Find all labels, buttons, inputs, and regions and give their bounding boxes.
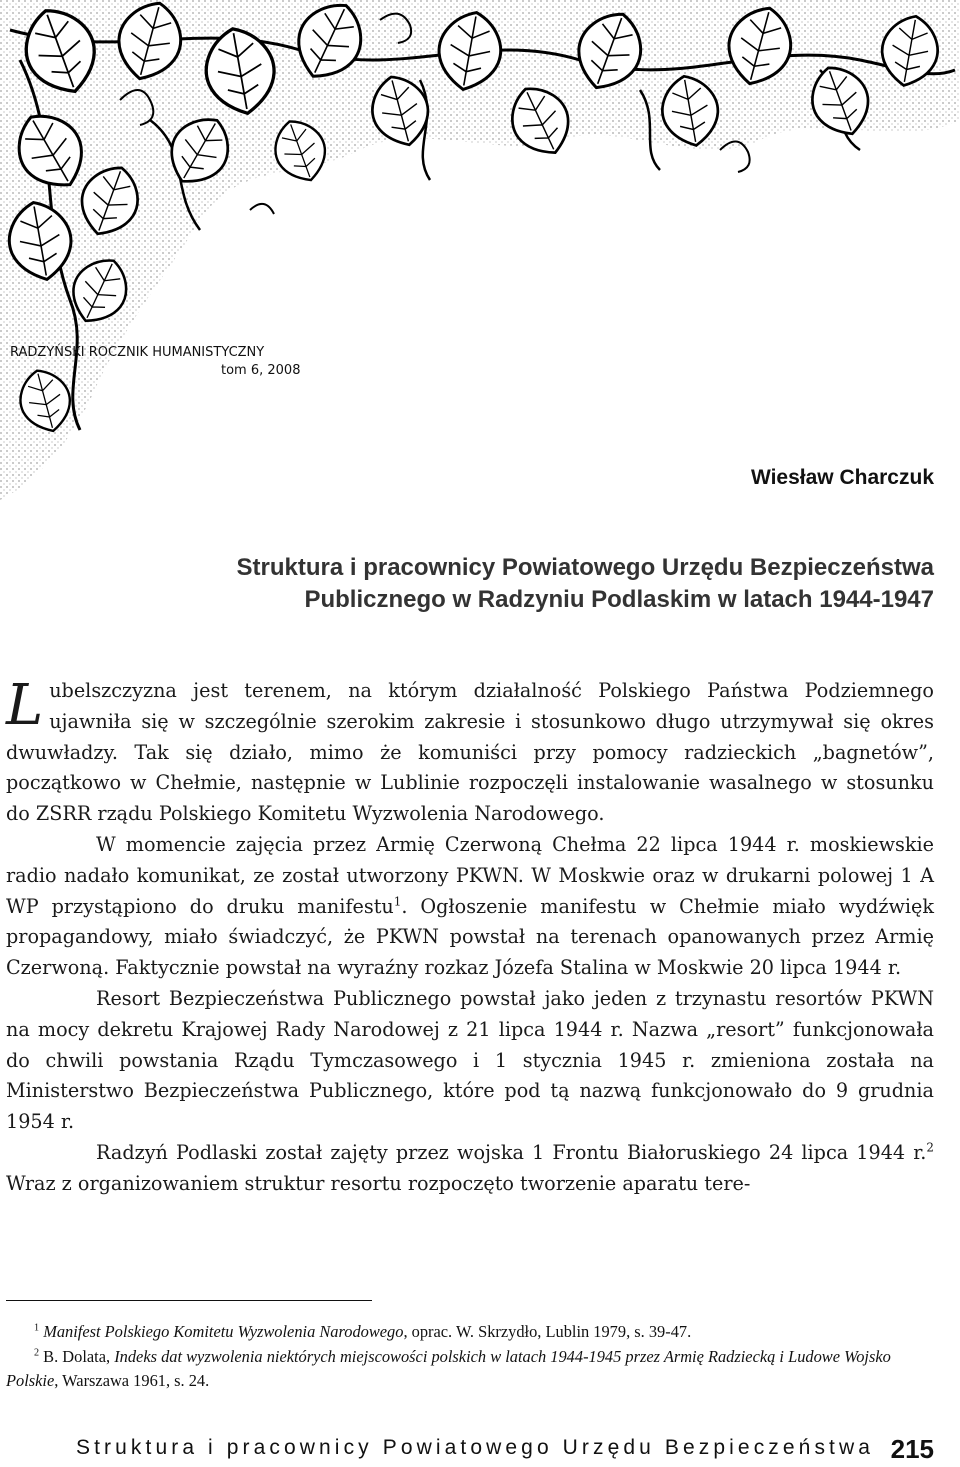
footnote-1-number: 1 (34, 1322, 40, 1334)
paragraph-2-text-a: W momencie zajęcia przez Armię Czerwoną Chełma 22 lipca 1944 r. moskiewskie radio nadało komunikat, ze został utworzony PKWN. W Moskwie oraz w drukarni polowej 1 A WP przystąpiono do druku manifestu (6, 832, 934, 918)
journal-name: RADZYŃSKI ROCZNIK HUMANISTYCZNY (10, 345, 265, 360)
footnote-2-author: B. Dolata, (39, 1347, 115, 1366)
article-title-line-1: Struktura i pracownicy Powiatowego Urzędu Bezpieczeństwa (236, 554, 934, 581)
footnote-2-title: Indeks dat wyzwolenia niektórych miejscowości polskich w latach 1944-1945 przez Armię Radziecką i Ludowe Wojsko Polskie (6, 1347, 891, 1390)
paragraph-1 (6, 673, 934, 830)
paragraph-4-text-a: Radzyń Podlaski został zajęty przez wojska 1 Frontu Białoruskiego 24 lipca 1944 r. (96, 1140, 927, 1164)
paragraph-4-text-b: Wraz z organizowaniem struktur resortu rozpoczęto tworzenie aparatu tere- (6, 1171, 751, 1195)
article-body (6, 673, 934, 1200)
drop-cap: L (6, 673, 44, 738)
footnote-1-title: Manifest Polskiego Komitetu Wyzwolenia Narodowego (43, 1322, 404, 1341)
paragraph-4 (6, 1138, 934, 1200)
footnote-ref-2[interactable]: 2 (926, 1140, 934, 1155)
footnote-2 (6, 1345, 934, 1393)
article-title-line-2: Publicznego w Radzyniu Podlaskim w latach 1944-1947 (304, 586, 934, 613)
footnotes (6, 1320, 934, 1394)
paragraph-3 (6, 984, 934, 1138)
footnote-1 (6, 1320, 934, 1344)
footnote-ref-1[interactable]: 1 (393, 894, 402, 909)
footnote-1-rest: , oprac. W. Skrzydło, Lublin 1979, s. 39-47. (403, 1322, 692, 1341)
footnote-divider (6, 1300, 372, 1301)
article-author: Wiesław Charczuk (750, 466, 934, 489)
paragraph-2 (6, 830, 934, 984)
page-number: 215 (890, 1434, 934, 1464)
footnote-2-number: 2 (34, 1347, 40, 1359)
paragraph-3-text: Resort Bezpieczeństwa Publicznego powstał jako jeden z trzynastu resortów PKWN na mocy dekretu Krajowej Rady Narodowej z 21 lipca 1944 r. Nazwa „resort” funkcjonowała do chwili powstania Rządu Tymczasowego i 1 stycznia 1945 r. zmieniona została na Ministerstwo Bezpieczeństwa Publicznego, które pod tą nazwą funkcjonowało do 9 grudnia 1954 r. (6, 986, 934, 1134)
paragraph-2-text-b: . Ogłoszenie manifestu w Chełmie miało wydźwięk propagandowy, miało świadczyć, że PKWN powstał na terenach opanowanych przez Armię Czerwoną. Faktycznie powstał na wyraźny rozkaz Józefa Stalina w Moskwie 20 lipca 1944 r. (6, 894, 934, 980)
journal-volume: tom 6, 2008 (221, 362, 301, 378)
paragraph-1-text: ubelszczyzna jest terenem, na którym działalność Polskiego Państwa Podziemnego ujawniła się w szczególnie szerokim zakresie i stosunkowo długo utrzymywał się okres dwuwładzy. Tak się działo, mimo że komuniści przy pomocy radzieckich „bagnetów”, początkowo w Chełmie, następnie w Lublinie rozpoczęli instalowanie wasalnego w stosunku do ZSRR rządu Polskiego Komitetu Wyzwolenia Narodowego. (6, 679, 934, 826)
running-footer: Struktura i pracownicy Powiatowego Urzędu Bezpieczeństwa (76, 1436, 875, 1459)
journal-header (10, 344, 300, 379)
article-title (74, 552, 934, 616)
footnote-2-rest: , Warszawa 1961, s. 24. (54, 1371, 210, 1390)
ivy-leaves-border-icon (0, 0, 960, 500)
